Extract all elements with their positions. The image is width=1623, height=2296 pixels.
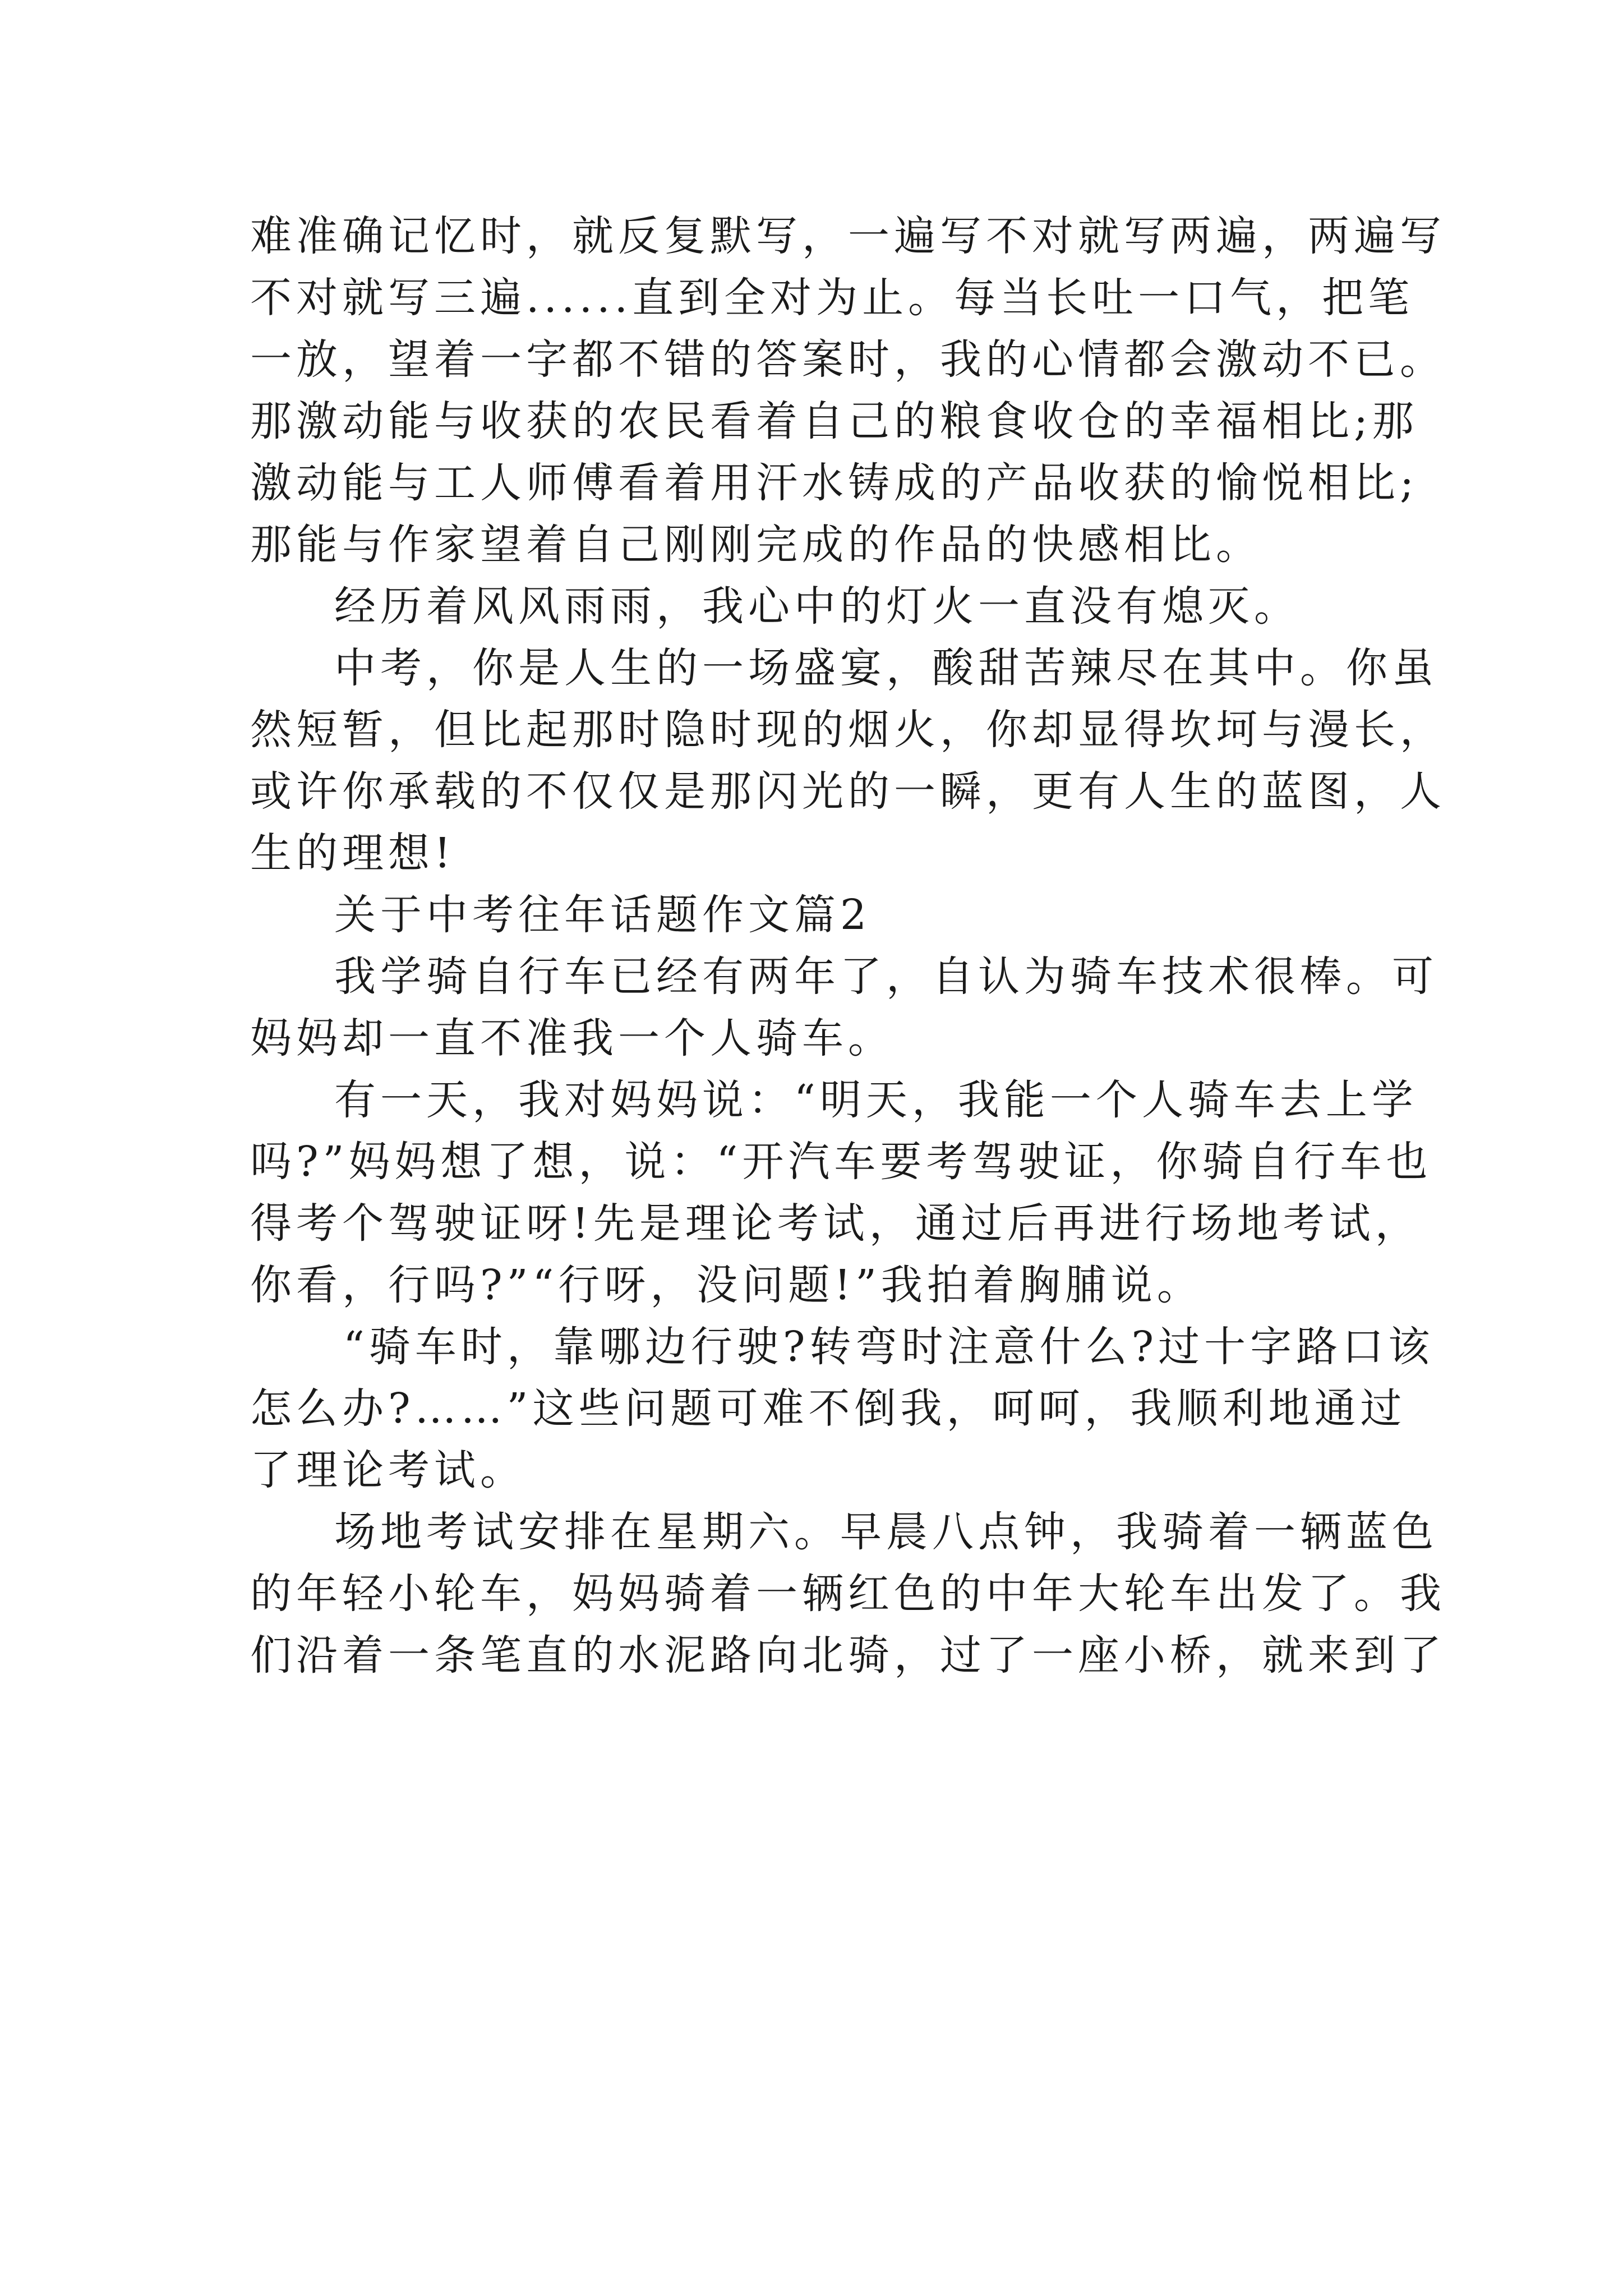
paragraph-first-line: 场地考试安排在星期六。早晨八点钟，我骑着一辆蓝色 <box>334 1508 1438 1556</box>
text-line: 或许你承载的不仅仅是那闪光的一瞬，更有人生的蓝图，人 <box>250 767 1446 816</box>
text-line: 那激动能与收获的农民看着自己的粮食收仓的幸福相比;那 <box>250 397 1418 445</box>
paragraph-first-line: “骑车时，靠哪边行驶?转弯时注意什么?过十字路口该 <box>343 1323 1435 1371</box>
text-line: 怎么办?……”这些问题可难不倒我，呵呵，我顺利地通过 <box>250 1384 1407 1433</box>
text-line: 得考个驾驶证呀!先是理论考试，通过后再进行场地考试， <box>250 1199 1421 1248</box>
text-line: 那能与作家望着自己刚刚完成的作品的快感相比。 <box>250 521 1262 569</box>
article-body <box>250 209 1446 1690</box>
text-line: 难准确记忆时，就反复默写，一遍写不对就写两遍，两遍写 <box>250 212 1446 260</box>
text-line: 激动能与工人师傅看着用汗水铸成的产品收获的愉悦相比; <box>250 459 1418 507</box>
text-line: 了理论考试。 <box>250 1446 526 1494</box>
text-line: 妈妈却一直不准我一个人骑车。 <box>250 1014 894 1062</box>
section-heading: 关于中考往年话题作文篇2 <box>334 891 872 939</box>
paragraph-first-line: 中考，你是人生的一场盛宴，酸甜苦辣尽在其中。你虽 <box>334 644 1438 692</box>
text-line: 生的理想! <box>250 829 455 877</box>
text-line: 们沿着一条笔直的水泥路向北骑，过了一座小桥，就来到了 <box>250 1631 1446 1680</box>
paragraph-first-line: 有一天，我对妈妈说：“明天，我能一个人骑车去上学 <box>334 1076 1418 1124</box>
paragraph-first-line: 经历着风风雨雨，我心中的灯火一直没有熄灭。 <box>334 582 1300 631</box>
text-line: 吗?”妈妈想了想，说：“开汽车要考驾驶证，你骑自行车也 <box>250 1138 1432 1186</box>
text-line: 不对就写三遍......直到全对为止。每当长吐一口气，把笔 <box>250 274 1414 322</box>
paragraph-first-line: 我学骑自行车已经有两年了，自认为骑车技术很棒。可 <box>334 953 1438 1001</box>
text-line: 的年轻小轮车，妈妈骑着一辆红色的中年大轮车出发了。我 <box>250 1570 1446 1618</box>
text-line: 你看，行吗?”“行呀，没问题!”我拍着胸脯说。 <box>250 1261 1203 1309</box>
text-line: 一放，望着一字都不错的答案时，我的心情都会激动不已。 <box>250 335 1446 384</box>
text-line: 然短暂，但比起那时隐时现的烟火，你却显得坎坷与漫长， <box>250 706 1446 754</box>
